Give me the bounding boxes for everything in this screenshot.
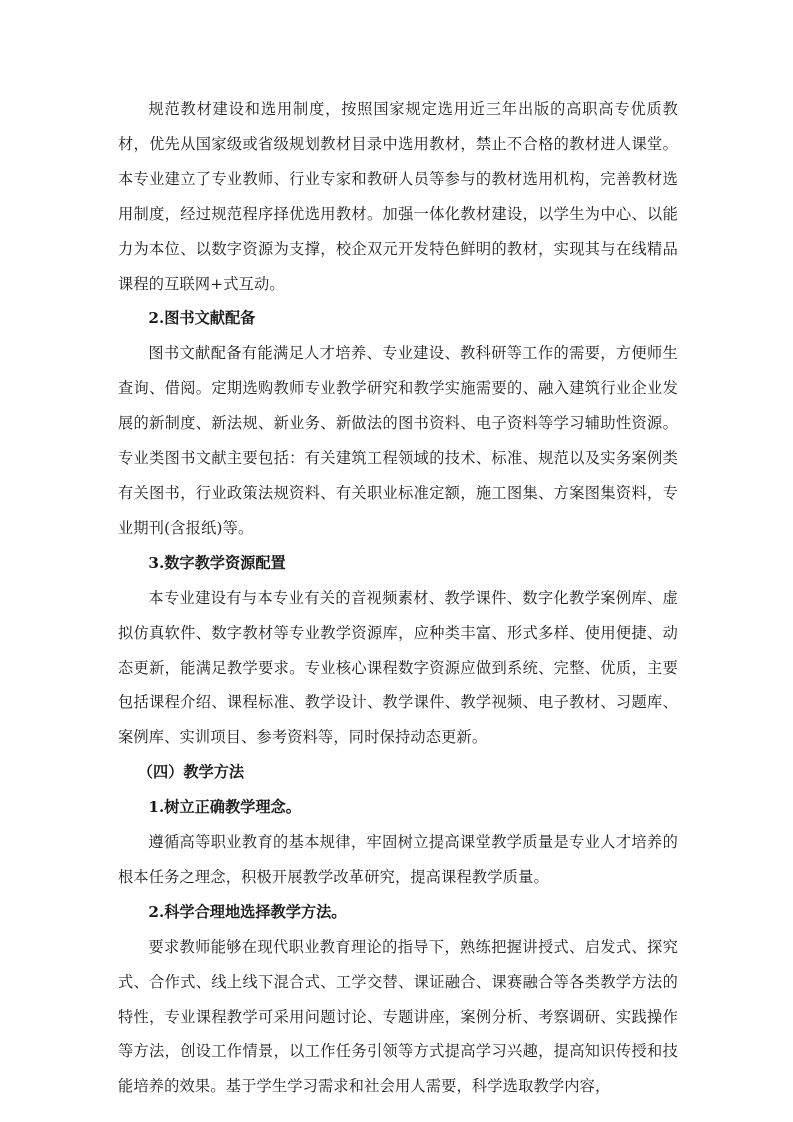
paragraph-digital-resources: 本专业建设有与本专业有关的音视频素材、教学课件、数字化教学案例库、虚拟仿真软件、数字教材等专业教学资源库，应种类丰富、形式多样、使用便捷、动态更新，能满足教学要求。专业核心课程数字资源应做到系统、完整、优质，主要包括课程介绍、课程标准、教学设计、教学课件、教学视频、电子教材、习题库、案例库、实训项目、参考资料等，同时保持动态更新。 — [118, 588, 678, 747]
paragraph-textbook-selection: 规范教材建设和选用制度，按照国家规定选用近三年出版的高职高专优质教材，优先从国家级或省级规划教材目录中选用教材，禁止不合格的教材进人课堂。本专业建立了专业教师、行业专家和教研人员等参与的教材选用机构，完善教材选用制度，经过规范程序择优选用教材。加强一体化教材建设，以学生为中心、以能力为本位、以数字资源为支撑，校企双元开发特色鲜明的教材，实现其与在线精品课程的互联网+式互动。 — [118, 100, 678, 293]
heading-teaching-philosophy: 1.树立正确教学理念。 — [148, 798, 301, 817]
heading-library-resources: 2.图书文献配备 — [148, 309, 256, 328]
document-body — [118, 92, 678, 1104]
paragraph-method-selection: 要求教师能够在现代职业教育理论的指导下，熟练把握讲授式、启发式、探究式、合作式、线上线下混合式、工学交替、课证融合、课赛融合等各类教学方法的特性，专业课程教学可采用问题讨论、专题讲座，案例分析、考察调研、实践操作等方法，创设工作情景，以工作任务引领等方式提高学习兴趣，提高知识传授和技能培养的效果。基于学生学习需求和社会用人需要，科学选取教学内容， — [118, 937, 678, 1096]
section-heading-teaching-methods: （四）教学方法 — [137, 763, 245, 782]
paragraph-teaching-philosophy: 遵循高等职业教育的基本规律，牢固树立提高课堂教学质量是专业人才培养的根本任务之理念，积极开展教学改革研究，提高课程教学质量。 — [118, 833, 678, 886]
paragraph-library-resources: 图书文献配备有能满足人才培养、专业建设、教科研等工作的需要，方便师生查询、借阅。定期选购教师专业教学研究和教学实施需要的、融入建筑行业企业发展的新制度、新法规、新业务、新做法的图书资料、电子资料等学习辅助性资源。专业类图书文献主要包括：有关建筑工程领域的技术、标准、规范以及实务案例类有关图书，行业政策法规资料、有关职业标准定额，施工图集、方案图集资料，专业期刊(含报纸)等。 — [118, 344, 678, 537]
heading-digital-resources: 3.数字教学资源配置 — [148, 553, 286, 572]
heading-method-selection: 2.科学合理地选择教学方法。 — [148, 902, 347, 921]
